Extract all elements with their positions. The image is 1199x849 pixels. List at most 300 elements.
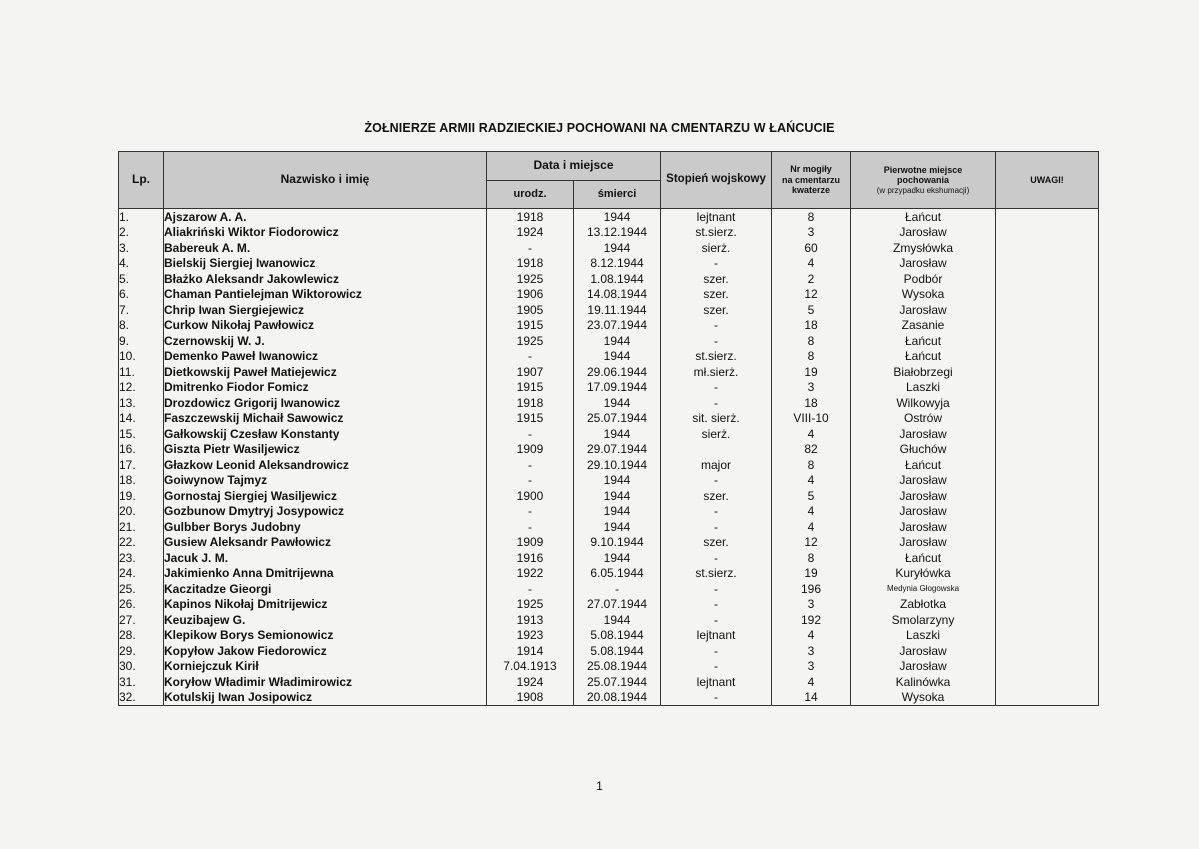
grave-number: 18 — [772, 318, 851, 334]
row-number: 10. — [119, 349, 164, 365]
header-orig-line-3: (w przypadku ekshumacji) — [876, 185, 970, 195]
soldier-name: Aliakriński Wiktor Fiodorowicz — [164, 225, 487, 241]
grave-number: 18 — [772, 395, 851, 411]
military-rank: - — [661, 659, 772, 675]
death-date: 23.07.1944 — [574, 318, 661, 334]
original-burial-place: Wysoka — [851, 287, 996, 303]
notes-cell — [996, 364, 1099, 380]
original-burial-place: Łańcut — [851, 349, 996, 365]
table-row — [119, 271, 1099, 287]
page-number: 1 — [596, 779, 603, 793]
birth-date: 1915 — [487, 411, 574, 427]
soldier-name: Jacuk J. M. — [164, 550, 487, 566]
soldier-name: Gozbunow Dmytryj Josypowicz — [164, 504, 487, 520]
header-death: śmierci — [574, 181, 661, 209]
notes-cell — [996, 581, 1099, 597]
original-burial-place: Jarosław — [851, 519, 996, 535]
soldier-name: Keuzibajew G. — [164, 612, 487, 628]
death-date: 1944 — [574, 333, 661, 349]
notes-cell — [996, 674, 1099, 690]
row-number: 22. — [119, 535, 164, 551]
row-number: 21. — [119, 519, 164, 535]
military-rank: lejtnant — [661, 209, 772, 225]
military-rank: lejtnant — [661, 628, 772, 644]
death-date: 29.06.1944 — [574, 364, 661, 380]
notes-cell — [996, 535, 1099, 551]
death-date: 1944 — [574, 550, 661, 566]
birth-date: 1900 — [487, 488, 574, 504]
birth-date: 1922 — [487, 566, 574, 582]
row-number: 6. — [119, 287, 164, 303]
grave-number: 3 — [772, 597, 851, 613]
table-row — [119, 302, 1099, 318]
soldier-name: Korniejczuk Kirił — [164, 659, 487, 675]
original-burial-place: Ostrów — [851, 411, 996, 427]
row-number: 27. — [119, 612, 164, 628]
death-date: 20.08.1944 — [574, 690, 661, 706]
row-number: 14. — [119, 411, 164, 427]
original-burial-place: Zasanie — [851, 318, 996, 334]
birth-date: 1916 — [487, 550, 574, 566]
death-date: 25.07.1944 — [574, 411, 661, 427]
original-burial-place: Wilkowyja — [851, 395, 996, 411]
original-burial-place: Łańcut — [851, 209, 996, 225]
grave-number: 4 — [772, 426, 851, 442]
notes-cell — [996, 240, 1099, 256]
birth-date: 1925 — [487, 271, 574, 287]
notes-cell — [996, 488, 1099, 504]
row-number: 9. — [119, 333, 164, 349]
military-rank: - — [661, 581, 772, 597]
death-date: 5.08.1944 — [574, 643, 661, 659]
original-burial-place: Łańcut — [851, 457, 996, 473]
table-row — [119, 566, 1099, 582]
birth-date: 1925 — [487, 597, 574, 613]
birth-date: - — [487, 457, 574, 473]
grave-number: 14 — [772, 690, 851, 706]
notes-cell — [996, 426, 1099, 442]
soldier-name: Klepikow Borys Semionowicz — [164, 628, 487, 644]
birth-date: 1913 — [487, 612, 574, 628]
grave-number: 4 — [772, 519, 851, 535]
soldier-name: Czernowskij W. J. — [164, 333, 487, 349]
military-rank: szer. — [661, 302, 772, 318]
row-number: 29. — [119, 643, 164, 659]
military-rank: st.sierz. — [661, 349, 772, 365]
death-date: 25.07.1944 — [574, 674, 661, 690]
original-burial-place: Jarosław — [851, 426, 996, 442]
row-number: 16. — [119, 442, 164, 458]
birth-date: 1915 — [487, 380, 574, 396]
death-date: 13.12.1944 — [574, 225, 661, 241]
row-number: 28. — [119, 628, 164, 644]
birth-date: 1909 — [487, 442, 574, 458]
row-number: 15. — [119, 426, 164, 442]
row-number: 3. — [119, 240, 164, 256]
death-date: 29.10.1944 — [574, 457, 661, 473]
military-rank: szer. — [661, 488, 772, 504]
header-grave-number — [772, 152, 851, 209]
military-rank: st.sierz. — [661, 566, 772, 582]
notes-cell — [996, 612, 1099, 628]
military-rank: - — [661, 256, 772, 272]
row-number: 18. — [119, 473, 164, 489]
header-original-place — [851, 152, 996, 209]
notes-cell — [996, 395, 1099, 411]
soldier-name: Gulbber Borys Judobny — [164, 519, 487, 535]
military-rank: - — [661, 612, 772, 628]
soldier-name: Gusiew Aleksandr Pawłowicz — [164, 535, 487, 551]
soldier-name: Demenko Paweł Iwanowicz — [164, 349, 487, 365]
birth-date: 1918 — [487, 209, 574, 225]
soldier-name: Giszta Pietr Wasiljewicz — [164, 442, 487, 458]
birth-date: 1918 — [487, 256, 574, 272]
original-burial-place: Jarosław — [851, 659, 996, 675]
page-title: ŻOŁNIERZE ARMII RADZIECKIEJ POCHOWANI NA CMENTARZU W ŁAŃCUCIE — [364, 121, 835, 135]
grave-number: 192 — [772, 612, 851, 628]
notes-cell — [996, 333, 1099, 349]
soldier-name: Głazkow Leonid Aleksandrowicz — [164, 457, 487, 473]
soldier-name: Gornostaj Siergiej Wasiljewicz — [164, 488, 487, 504]
table-row — [119, 256, 1099, 272]
header-born: urodz. — [487, 181, 574, 209]
death-date: 1944 — [574, 504, 661, 520]
table-row — [119, 395, 1099, 411]
soldier-name: Kaczitadze Gieorgi — [164, 581, 487, 597]
notes-cell — [996, 225, 1099, 241]
soldier-name: Babereuk A. M. — [164, 240, 487, 256]
table-row — [119, 597, 1099, 613]
soldier-name: Kotulskij Iwan Josipowicz — [164, 690, 487, 706]
military-rank: szer. — [661, 271, 772, 287]
original-burial-place: Zabłotka — [851, 597, 996, 613]
soldiers-table — [118, 151, 1099, 706]
original-burial-place: Medynia Głogowska — [851, 581, 996, 597]
soldier-name: Goiwynow Tajmyz — [164, 473, 487, 489]
original-burial-place: Jarosław — [851, 302, 996, 318]
notes-cell — [996, 597, 1099, 613]
row-number: 7. — [119, 302, 164, 318]
grave-number: 4 — [772, 256, 851, 272]
grave-number: 8 — [772, 209, 851, 225]
death-date: 27.07.1944 — [574, 597, 661, 613]
table-row — [119, 535, 1099, 551]
grave-number: 8 — [772, 457, 851, 473]
table-row — [119, 659, 1099, 675]
birth-date: - — [487, 473, 574, 489]
military-rank: szer. — [661, 287, 772, 303]
soldier-name: Błażko Aleksandr Jakowlewicz — [164, 271, 487, 287]
death-date: 29.07.1944 — [574, 442, 661, 458]
row-number: 13. — [119, 395, 164, 411]
birth-date: - — [487, 426, 574, 442]
death-date: 1944 — [574, 349, 661, 365]
birth-date: 1915 — [487, 318, 574, 334]
grave-number: 4 — [772, 628, 851, 644]
header-notes: UWAGI! — [996, 152, 1099, 209]
table-row — [119, 643, 1099, 659]
military-rank: sierż. — [661, 426, 772, 442]
row-number: 30. — [119, 659, 164, 675]
grave-number: 4 — [772, 473, 851, 489]
original-burial-place: Jarosław — [851, 488, 996, 504]
table-row — [119, 488, 1099, 504]
notes-cell — [996, 566, 1099, 582]
birth-date: 1905 — [487, 302, 574, 318]
death-date: - — [574, 581, 661, 597]
original-burial-place: Wysoka — [851, 690, 996, 706]
original-burial-place: Zmysłówka — [851, 240, 996, 256]
row-number: 8. — [119, 318, 164, 334]
military-rank: st.sierz. — [661, 225, 772, 241]
table-row — [119, 442, 1099, 458]
death-date: 1944 — [574, 426, 661, 442]
table-row — [119, 612, 1099, 628]
military-rank: sit. sierż. — [661, 411, 772, 427]
original-burial-place: Łańcut — [851, 333, 996, 349]
death-date: 17.09.1944 — [574, 380, 661, 396]
grave-number: 4 — [772, 674, 851, 690]
original-burial-place: Smolarzyny — [851, 612, 996, 628]
birth-date: 7.04.1913 — [487, 659, 574, 675]
birth-date: 1924 — [487, 674, 574, 690]
row-number: 25. — [119, 581, 164, 597]
table-row — [119, 581, 1099, 597]
military-rank: major — [661, 457, 772, 473]
military-rank: mł.sierż. — [661, 364, 772, 380]
header-date-place: Data i miejsce — [487, 152, 661, 181]
notes-cell — [996, 457, 1099, 473]
notes-cell — [996, 442, 1099, 458]
birth-date: - — [487, 349, 574, 365]
death-date: 9.10.1944 — [574, 535, 661, 551]
soldier-name: Drozdowicz Grigorij Iwanowicz — [164, 395, 487, 411]
row-number: 26. — [119, 597, 164, 613]
table-row — [119, 333, 1099, 349]
grave-number: 82 — [772, 442, 851, 458]
soldier-name: Curkow Nikołaj Pawłowicz — [164, 318, 487, 334]
death-date: 25.08.1944 — [574, 659, 661, 675]
grave-number: 3 — [772, 380, 851, 396]
header-grave-line-3: kwaterze — [792, 185, 831, 196]
table-row — [119, 550, 1099, 566]
table-row — [119, 240, 1099, 256]
row-number: 23. — [119, 550, 164, 566]
military-rank: szer. — [661, 535, 772, 551]
soldier-name: Dmitrenko Fiodor Fomicz — [164, 380, 487, 396]
table-row — [119, 411, 1099, 427]
row-number: 11. — [119, 364, 164, 380]
death-date: 5.08.1944 — [574, 628, 661, 644]
table-row — [119, 519, 1099, 535]
death-date: 1944 — [574, 488, 661, 504]
soldier-name: Faszczewskij Michaił Sawowicz — [164, 411, 487, 427]
birth-date: 1909 — [487, 535, 574, 551]
table-row — [119, 457, 1099, 473]
birth-date: - — [487, 504, 574, 520]
row-number: 17. — [119, 457, 164, 473]
birth-date: 1907 — [487, 364, 574, 380]
table-row — [119, 674, 1099, 690]
death-date: 8.12.1944 — [574, 256, 661, 272]
death-date: 1944 — [574, 209, 661, 225]
birth-date: 1925 — [487, 333, 574, 349]
military-rank: lejtnant — [661, 674, 772, 690]
soldier-name: Jakimienko Anna Dmitrijewna — [164, 566, 487, 582]
military-rank: - — [661, 550, 772, 566]
grave-number: 12 — [772, 287, 851, 303]
soldier-name: Kopyłow Jakow Fiedorowicz — [164, 643, 487, 659]
row-number: 32. — [119, 690, 164, 706]
original-burial-place: Jarosław — [851, 643, 996, 659]
military-rank: - — [661, 333, 772, 349]
original-burial-place: Głuchów — [851, 442, 996, 458]
row-number: 20. — [119, 504, 164, 520]
death-date: 6.05.1944 — [574, 566, 661, 582]
original-burial-place: Jarosław — [851, 473, 996, 489]
original-burial-place: Kuryłówka — [851, 566, 996, 582]
birth-date: - — [487, 581, 574, 597]
original-burial-place: Jarosław — [851, 256, 996, 272]
death-date: 1944 — [574, 395, 661, 411]
notes-cell — [996, 318, 1099, 334]
birth-date: 1906 — [487, 287, 574, 303]
notes-cell — [996, 256, 1099, 272]
birth-date: - — [487, 240, 574, 256]
notes-cell — [996, 302, 1099, 318]
soldier-name: Chaman Pantielejman Wiktorowicz — [164, 287, 487, 303]
death-date: 1944 — [574, 519, 661, 535]
grave-number: 5 — [772, 488, 851, 504]
death-date: 1.08.1944 — [574, 271, 661, 287]
original-burial-place: Łańcut — [851, 550, 996, 566]
death-date: 19.11.1944 — [574, 302, 661, 318]
notes-cell — [996, 287, 1099, 303]
original-burial-place: Laszki — [851, 380, 996, 396]
header-grave-line-1: Nr mogiły — [790, 164, 832, 175]
table-row — [119, 628, 1099, 644]
grave-number: 19 — [772, 364, 851, 380]
notes-cell — [996, 659, 1099, 675]
soldier-name: Chrip Iwan Siergiejewicz — [164, 302, 487, 318]
grave-number: 8 — [772, 349, 851, 365]
table-row — [119, 690, 1099, 706]
military-rank: - — [661, 380, 772, 396]
military-rank: - — [661, 473, 772, 489]
original-burial-place: Białobrzegi — [851, 364, 996, 380]
row-number: 5. — [119, 271, 164, 287]
table-row — [119, 473, 1099, 489]
header-lp: Lp. — [119, 152, 164, 209]
grave-number: 3 — [772, 225, 851, 241]
table-row — [119, 349, 1099, 365]
header-rank: Stopień wojskowy — [661, 152, 772, 209]
header-grave-line-2: na cmentarzu — [782, 174, 841, 185]
row-number: 1. — [119, 209, 164, 225]
row-number: 24. — [119, 566, 164, 582]
military-rank: - — [661, 504, 772, 520]
table-row — [119, 380, 1099, 396]
soldier-name: Ajszarow A. A. — [164, 209, 487, 225]
military-rank — [661, 442, 772, 458]
notes-cell — [996, 643, 1099, 659]
military-rank: - — [661, 519, 772, 535]
grave-number: 4 — [772, 504, 851, 520]
header-orig-line-1: Pierwotne miejsce — [883, 165, 963, 176]
grave-number: 3 — [772, 659, 851, 675]
notes-cell — [996, 504, 1099, 520]
notes-cell — [996, 380, 1099, 396]
notes-cell — [996, 473, 1099, 489]
original-burial-place: Jarosław — [851, 504, 996, 520]
military-rank: - — [661, 643, 772, 659]
table-row — [119, 287, 1099, 303]
birth-date: 1908 — [487, 690, 574, 706]
row-number: 31. — [119, 674, 164, 690]
death-date: 1944 — [574, 473, 661, 489]
notes-cell — [996, 519, 1099, 535]
original-burial-place: Jarosław — [851, 535, 996, 551]
birth-date: 1924 — [487, 225, 574, 241]
header-orig-line-2: pochowania — [897, 175, 950, 186]
row-number: 4. — [119, 256, 164, 272]
death-date: 1944 — [574, 612, 661, 628]
birth-date: 1923 — [487, 628, 574, 644]
grave-number: 12 — [772, 535, 851, 551]
table-body — [119, 209, 1099, 706]
table-row — [119, 318, 1099, 334]
military-rank: - — [661, 597, 772, 613]
row-number: 2. — [119, 225, 164, 241]
soldier-name: Kapinos Nikołaj Dmitrijewicz — [164, 597, 487, 613]
grave-number: 2 — [772, 271, 851, 287]
soldier-name: Bielskij Siergiej Iwanowicz — [164, 256, 487, 272]
soldier-name: Gałkowskij Czesław Konstanty — [164, 426, 487, 442]
birth-date: - — [487, 519, 574, 535]
grave-number: 5 — [772, 302, 851, 318]
notes-cell — [996, 209, 1099, 225]
header-name: Nazwisko i imię — [164, 152, 487, 209]
notes-cell — [996, 550, 1099, 566]
original-burial-place: Jarosław — [851, 225, 996, 241]
original-burial-place: Kalinówka — [851, 674, 996, 690]
grave-number: 8 — [772, 333, 851, 349]
death-date: 14.08.1944 — [574, 287, 661, 303]
death-date: 1944 — [574, 240, 661, 256]
notes-cell — [996, 271, 1099, 287]
military-rank: sierż. — [661, 240, 772, 256]
grave-number: 196 — [772, 581, 851, 597]
table-row — [119, 209, 1099, 225]
original-burial-place: Laszki — [851, 628, 996, 644]
grave-number: VIII-10 — [772, 411, 851, 427]
birth-date: 1918 — [487, 395, 574, 411]
table-row — [119, 225, 1099, 241]
grave-number: 3 — [772, 643, 851, 659]
table-row — [119, 504, 1099, 520]
military-rank: - — [661, 318, 772, 334]
table-row — [119, 426, 1099, 442]
notes-cell — [996, 628, 1099, 644]
notes-cell — [996, 349, 1099, 365]
table-row — [119, 364, 1099, 380]
notes-cell — [996, 690, 1099, 706]
notes-cell — [996, 411, 1099, 427]
soldier-name: Koryłow Władimir Władimirowicz — [164, 674, 487, 690]
original-burial-place: Podbór — [851, 271, 996, 287]
military-rank: - — [661, 690, 772, 706]
military-rank: - — [661, 395, 772, 411]
